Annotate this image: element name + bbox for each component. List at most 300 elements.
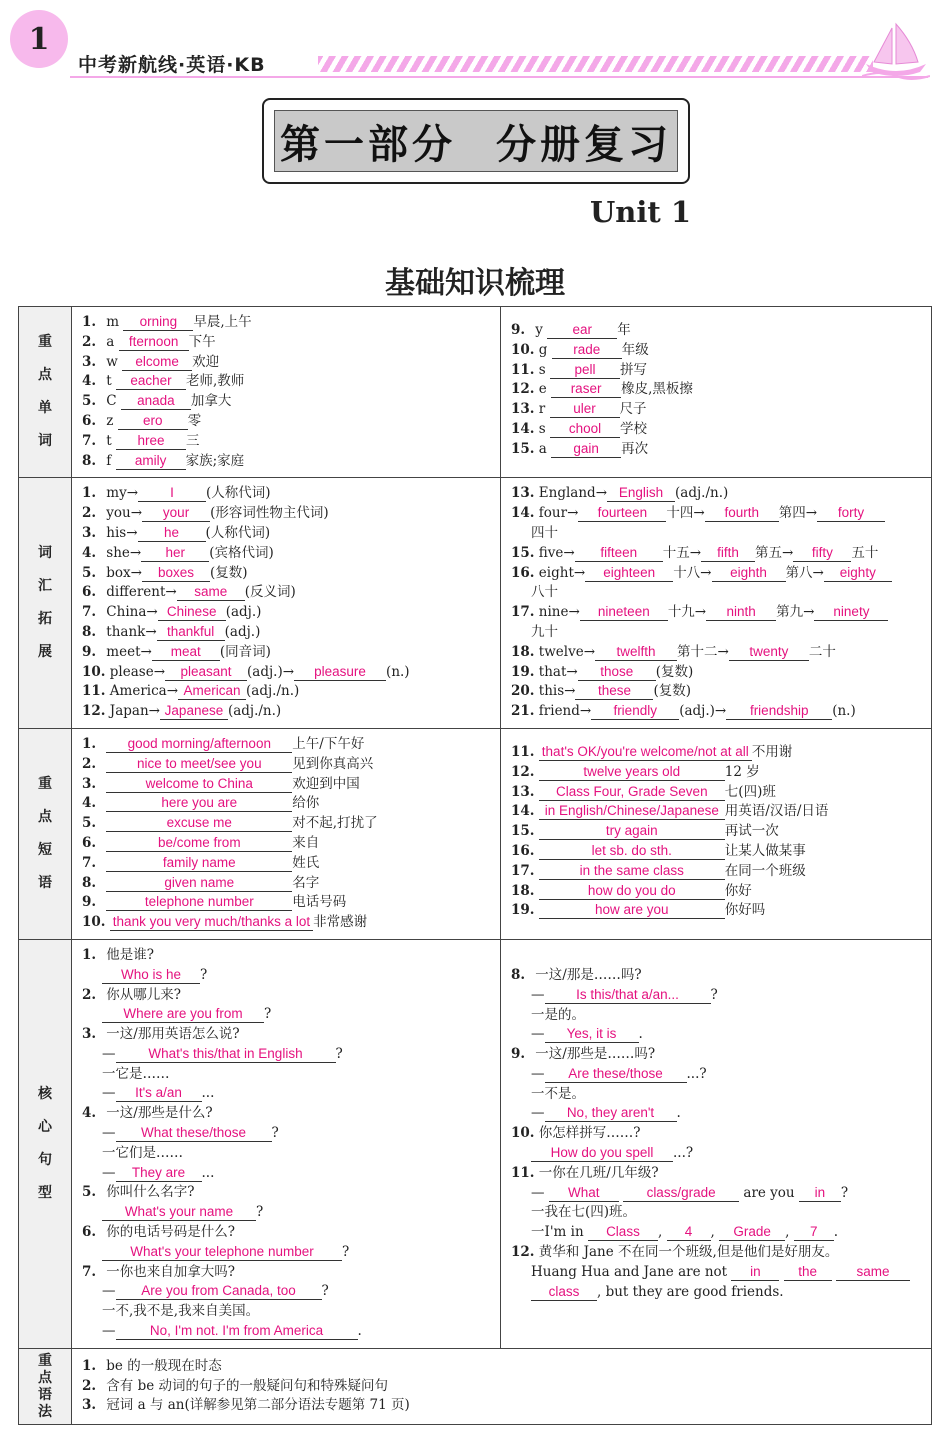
phrase-item: [82, 854, 500, 874]
item-note: (adj.): [225, 604, 262, 621]
text: 十八→: [673, 564, 712, 581]
text: , but they are good friends.: [597, 1283, 784, 1300]
sentences-right: 8. 一这/那是……吗? — Is this/that a/an... ? 一是的。 — Yes, it is . 9. 一这/那些是……吗? — Are these/those ...? 一不是。 — No, they aren't . 10. 你怎样拼写……? How do you spell ...? 11. 一你在几班/几年级? — What class/grade are you in ? 一我在七(四)班。 一I'm in Class , 4 , Grade , 7 . 12. 黄华和 Jane 不在同一个班级,但是他们是好朋友。 Huang Hua and Jane are not in the same class , but they are good friends.: [501, 939, 932, 1348]
answer-blank: Who is he: [102, 967, 200, 984]
item-number: 2.: [82, 333, 97, 350]
text: ?: [200, 966, 208, 983]
text: 十九→: [667, 604, 707, 621]
banner-part: 第一部分: [280, 120, 456, 168]
item-number: 12.: [511, 381, 535, 398]
sentence-item: [82, 946, 500, 966]
text: .: [638, 1026, 643, 1043]
text: ?: [264, 1006, 272, 1023]
text: (adj.)→: [679, 703, 727, 720]
text: .: [357, 1323, 362, 1340]
label-phrases: [19, 728, 72, 939]
vocab-item: 3. his→ he (人称代词): [82, 524, 500, 544]
phrase-item: [82, 834, 500, 854]
item-meaning: 不用谢: [751, 743, 793, 760]
item-number: 17.: [511, 862, 535, 879]
label-grammar-text: 重 点 语 法: [38, 1352, 52, 1420]
answer-blank: fourth: [705, 505, 779, 522]
answer-blank: raser: [551, 381, 621, 398]
grammar-list: [72, 1348, 932, 1424]
answer-blank: pell: [550, 362, 620, 379]
vocab-right: [501, 478, 932, 729]
answer-blank: hree: [116, 433, 186, 450]
item-number: 7.: [82, 604, 97, 621]
vocab-item: [511, 603, 931, 623]
vocab-item: 6. different→ same (反义词): [82, 583, 500, 603]
item-number: 15.: [511, 823, 535, 840]
vocab-item: [511, 484, 931, 504]
page-number-badge: [10, 10, 68, 68]
word-item: 15. a gain 再次: [511, 440, 931, 460]
banner-title: 分册复习: [496, 120, 672, 168]
word-item: 8. f amily 家族;家庭: [82, 452, 500, 472]
text: (n.): [832, 703, 856, 720]
item-number: 10.: [82, 914, 106, 931]
answer-blank: in: [799, 1185, 841, 1202]
phrase-item: [511, 842, 931, 862]
vocab-item: 4. she→ her (宾格代词): [82, 544, 500, 564]
answer-blank: here you are: [106, 795, 292, 812]
item-note: (人称代词): [206, 485, 271, 502]
vocab-item: 8. thank→ thankful (adj.): [82, 623, 500, 643]
answer-blank: What: [549, 1185, 619, 1202]
answer-blank: I: [138, 485, 206, 502]
item-meaning: 上午/下午好: [292, 735, 365, 752]
item-number: 13.: [511, 485, 535, 502]
answer-blank: ear: [547, 322, 617, 339]
item-number: 7.: [82, 1263, 97, 1280]
vocab-item: 12. Japan→ Japanese (adj./n.): [82, 702, 500, 722]
phrase-item: [82, 913, 500, 933]
item-number: 18.: [511, 643, 535, 660]
item-number: 5.: [82, 393, 97, 410]
item-meaning: 让某人做某事: [724, 842, 806, 859]
label-sentences: [19, 939, 72, 1348]
item-number: 12.: [82, 703, 106, 720]
label-phrases-text: 重 点 短 语: [38, 775, 52, 891]
answer-blank: good morning/afternoon: [106, 736, 292, 753]
answer-blank: your: [142, 505, 210, 522]
item-number: 6.: [82, 584, 97, 601]
item-number: 18.: [511, 882, 535, 899]
answer-blank: Are these/those: [545, 1066, 687, 1083]
text: 一它是……: [102, 1065, 170, 1082]
answer-blank: nineteen: [580, 604, 668, 621]
item-number: 3.: [82, 353, 97, 370]
answer-blank: Yes, it is: [545, 1026, 639, 1043]
phrase-item: [511, 882, 931, 902]
item-meaning: 橡皮,黑板擦: [621, 381, 693, 398]
item-number: 19.: [511, 902, 535, 919]
item-meaning: 12 岁: [724, 763, 760, 780]
item-number: 4.: [82, 795, 97, 812]
answer-blank: English: [607, 485, 675, 502]
phrase-item: [511, 763, 931, 783]
label-sentences-text: 核 心 句 型: [38, 1085, 52, 1201]
item-number: 21.: [511, 703, 535, 720]
answer-blank: rade: [552, 342, 622, 359]
answer-blank: gain: [551, 441, 621, 458]
vocab-item: 5. box→ boxes (复数): [82, 564, 500, 584]
sentence-item: [511, 966, 931, 986]
item-number: 3.: [82, 775, 97, 792]
answer-blank: What's your telephone number: [102, 1244, 342, 1261]
vocab-item-cont: 四十: [531, 524, 558, 541]
item-number: 14.: [511, 803, 535, 820]
vocab-item: [511, 643, 931, 663]
item-number: 14.: [511, 420, 535, 437]
item-meaning: 名字: [292, 874, 320, 891]
answer-blank: meat: [152, 644, 220, 661]
item-number: 9.: [511, 322, 526, 338]
page-number: 1: [28, 21, 50, 57]
phrase-item: [511, 743, 931, 763]
text: 一不,我不是,我来自美国。: [102, 1303, 260, 1320]
item-number: 5.: [82, 1184, 97, 1201]
phrase-item: [82, 814, 500, 834]
answer-blank: thank you very much/thanks a lot: [110, 914, 313, 931]
phrase-item: [82, 775, 500, 795]
text: 二十: [808, 643, 836, 660]
vocab-item: 2. you→ your (形容词性物主代词): [82, 504, 500, 524]
text: 第五→: [755, 544, 794, 561]
item-number: 3.: [82, 524, 97, 541]
item-meaning: 欢迎: [192, 353, 220, 370]
item-number: 12.: [511, 1244, 535, 1261]
answer-blank: try again: [539, 823, 725, 840]
phrase-item: [82, 755, 500, 775]
item-number: 6.: [82, 834, 97, 851]
answer-blank: It's a/an: [116, 1085, 202, 1102]
item-meaning: 拼写: [620, 361, 648, 378]
item-number: 16.: [511, 564, 535, 581]
text: 一这/那些是……吗?: [535, 1046, 656, 1063]
answer-blank: welcome to China: [106, 776, 292, 793]
text: 一你也来自加拿大吗?: [106, 1263, 236, 1280]
item-meaning: 早晨,上午: [193, 314, 252, 330]
word-item: 1. m orning 早晨,上午: [82, 313, 500, 333]
item-note: (人称代词): [205, 524, 271, 541]
vocab-item: 11. America→ American (adj./n.): [82, 682, 500, 702]
item-note: (adj.): [224, 623, 261, 640]
text: 一它们是……: [102, 1144, 183, 1161]
item-number: 10.: [511, 341, 535, 358]
answer-blank: fifth: [701, 545, 755, 562]
item-meaning: 用英语/汉语/日语: [724, 803, 829, 820]
word-item: 13. r uler 尺子: [511, 400, 931, 420]
answer-blank: No, they aren't: [545, 1105, 677, 1122]
text: ?: [321, 1283, 329, 1300]
item-note: (反义词): [244, 584, 296, 601]
answer-blank: What's this/that in English: [116, 1046, 336, 1063]
phrase-item: [511, 901, 931, 921]
answer-blank: eighty: [824, 565, 892, 582]
item-meaning: 三: [186, 432, 200, 449]
text: (adj./n.): [675, 485, 729, 502]
vocab-item: 10. please→ pleasant (adj.)→ pleasure (n.): [82, 663, 500, 683]
sailboat-icon: [862, 22, 930, 80]
answer-blank: ero: [118, 413, 188, 430]
item-number: 11.: [82, 683, 106, 700]
sentences-row: [19, 939, 932, 1348]
text: 第八→: [785, 564, 824, 581]
phrase-item: [511, 802, 931, 822]
item-number: 4.: [82, 1105, 97, 1122]
item-number: 6.: [82, 412, 97, 429]
item-meaning: 来自: [292, 834, 320, 851]
text: 十五→: [662, 544, 702, 561]
text: ?: [710, 986, 718, 1003]
item-note: (adj.)→: [247, 663, 295, 680]
sentence-item: [511, 1164, 931, 1184]
item-meaning: 你好: [724, 882, 752, 899]
phrase-item: [82, 874, 500, 894]
text: ?: [271, 1125, 279, 1142]
phrases-row: [19, 728, 932, 939]
item-number: 12.: [511, 763, 535, 780]
item-note: (宾格代词): [209, 544, 274, 561]
text: 五十: [851, 544, 879, 561]
item-meaning: 七(四)班: [724, 783, 776, 800]
answer-blank: Where are you from: [102, 1006, 264, 1023]
sentence-item: [82, 1183, 500, 1203]
vocab-item: 7. China→ Chinese (adj.): [82, 603, 500, 623]
answer-blank: telephone number: [106, 894, 292, 911]
answer-blank: twelve years old: [539, 764, 725, 781]
item-number: 7.: [82, 854, 97, 871]
answer-blank: They are: [116, 1165, 202, 1182]
text: ?: [256, 1204, 264, 1221]
item-number: 1.: [82, 485, 97, 502]
item-number: 4.: [82, 544, 97, 561]
answer-blank: these: [575, 683, 653, 700]
text: 一是的。: [531, 1006, 585, 1023]
phrases-right: [501, 728, 932, 939]
answer-blank: class/grade: [623, 1185, 739, 1202]
item-number: 10.: [82, 663, 106, 680]
answer-blank: 4: [667, 1224, 711, 1241]
item-number: 16.: [511, 842, 535, 859]
item-meaning: 年: [617, 322, 631, 338]
text: 第十二→: [677, 643, 729, 660]
vocab-item: 1. my→ I (人称代词): [82, 484, 500, 504]
text: ...?: [673, 1145, 694, 1162]
answer-blank: twenty: [729, 644, 809, 661]
text: .: [833, 1224, 839, 1241]
item-meaning: 零: [187, 412, 202, 429]
text: (复数): [653, 683, 692, 700]
item-note: (n.): [386, 663, 410, 680]
answer-blank: her: [141, 545, 209, 562]
answer-blank: American: [178, 683, 246, 700]
answer-blank: how do you do: [539, 883, 725, 900]
item-number: 13.: [511, 783, 535, 800]
item-note: (adj./n.): [227, 703, 282, 720]
answer-blank: uler: [550, 401, 620, 418]
answer-blank: fourteen: [578, 505, 666, 522]
item-meaning: 年级: [621, 341, 649, 358]
item-number: 15.: [511, 544, 535, 561]
item-meaning: 非常感谢: [313, 914, 368, 931]
word-item: 4. t eacher 老师,教师: [82, 372, 500, 392]
item-number: 11.: [511, 743, 535, 760]
text: this→: [538, 683, 576, 700]
answer-blank: how are you: [539, 902, 725, 919]
answer-blank: What these/those: [116, 1125, 272, 1142]
item-meaning: 欢迎到中国: [292, 775, 360, 792]
answer-blank: same: [177, 584, 245, 601]
sentences-left: 1. 他是谁? Who is he ? 2. 你从哪儿来? Where are you from ? 3. 一这/那用英语怎么说? — What's this/that in English ? 一它是…… — It's a/an ... 4. 一这/那些是什么? — What these/those ? 一它们是…… — They are ... 5. 你叫什么名字? What's your name ? 6. 你的电话号码是什么? What's your telephone number ? 7. 一你也来自加拿大吗? — Are you from Canada, too ? 一不,我不是,我来自美国。 — No, I'm not. I'm from America .: [72, 939, 501, 1348]
text: nine→: [538, 604, 580, 621]
item-meaning: 老师,教师: [186, 373, 245, 390]
label-vocab-text: 词 汇 拓 展: [38, 545, 52, 661]
item-number: 10.: [511, 1125, 535, 1142]
phrase-item: [82, 735, 500, 755]
vocab-item: [511, 564, 931, 584]
item-number: 8.: [82, 874, 97, 891]
answer-blank: twelfth: [595, 644, 677, 661]
answer-blank: pleasure: [294, 664, 386, 681]
text: eight→: [538, 564, 586, 581]
item-number: 17.: [511, 604, 535, 621]
phrase-item: [511, 822, 931, 842]
item-number: 3.: [82, 1397, 97, 1414]
item-number: 13.: [511, 401, 535, 418]
label-words: [19, 307, 72, 478]
answer-blank: those: [578, 664, 656, 681]
answer-blank: Japanese: [160, 703, 228, 720]
label-grammar: [19, 1348, 72, 1424]
item-number: 11.: [511, 361, 535, 378]
item-number: 9.: [511, 1046, 526, 1063]
answer-blank: What's your name: [102, 1204, 256, 1221]
answer-blank: let sb. do sth.: [539, 843, 725, 860]
item-number: 15.: [511, 440, 535, 457]
answer-blank: eighth: [712, 565, 786, 582]
word-item: 11. s pell 拼写: [511, 361, 931, 381]
banner-inner: [274, 110, 678, 172]
answer-blank: in: [731, 1264, 779, 1281]
answer-blank: nice to meet/see you: [106, 756, 292, 773]
answer-blank: ninth: [706, 604, 776, 621]
text: 一我在七(四)班。: [531, 1204, 637, 1221]
item-meaning: 学校: [620, 420, 648, 437]
text: Huang Hua and Jane are not: [531, 1263, 728, 1280]
vocab-item: [511, 504, 931, 524]
answer-blank: class: [531, 1284, 597, 1301]
item-meaning: 家族;家庭: [185, 452, 245, 469]
item-number: 1.: [82, 1357, 97, 1374]
label-words-text: 重 点 单 词: [38, 334, 52, 450]
vocab-item-cont: 九十: [531, 623, 558, 640]
word-item: 7. t hree 三: [82, 432, 500, 452]
text: ...: [201, 1164, 215, 1181]
sentence-item: [511, 1045, 931, 1065]
text: five→: [538, 544, 575, 561]
item-meaning: 电话号码: [292, 894, 347, 911]
answer-blank: friendly: [591, 703, 679, 720]
sentence-item: [511, 1124, 931, 1144]
sentence-item: [82, 1223, 500, 1243]
answer-blank: Are you from Canada, too: [116, 1283, 322, 1300]
answer-blank: family name: [106, 855, 292, 872]
words-left: [72, 307, 501, 478]
text: ?: [335, 1045, 343, 1062]
text: are you: [743, 1184, 795, 1201]
text: ?: [342, 1243, 350, 1260]
item-number: 6.: [82, 1224, 97, 1241]
item-note: (形容词性物主代词): [210, 505, 329, 522]
vocab-item-cont: 八十: [531, 584, 558, 601]
word-item: 2. a fternoon 下午: [82, 333, 500, 353]
text: four→: [538, 505, 579, 522]
sentence-item: [82, 1025, 500, 1045]
text: 一这/那些是什么?: [106, 1105, 213, 1122]
item-number: 5.: [82, 815, 97, 832]
phrase-item: [511, 783, 931, 803]
item-number: 14.: [511, 505, 535, 522]
phrase-item: [511, 862, 931, 882]
words-row: [19, 307, 932, 478]
answer-blank: fifty: [793, 545, 851, 562]
item-number: 1.: [82, 946, 97, 963]
text: 一I'm in: [531, 1224, 584, 1241]
text: 黄华和 Jane 不在同一个班级,但是他们是好朋友。: [538, 1244, 839, 1261]
item-meaning: 对不起,打扰了: [292, 815, 378, 832]
sentence-item: [82, 986, 500, 1006]
item-number: 2.: [82, 986, 97, 1003]
word-item: 10. g rade 年级: [511, 341, 931, 361]
answer-blank: fternoon: [119, 334, 189, 351]
item-number: 2.: [82, 1377, 97, 1394]
answer-blank: Grade: [719, 1224, 785, 1241]
text: 一这/那是……吗?: [535, 966, 642, 983]
answer-blank: boxes: [142, 565, 210, 582]
text: friend→: [538, 703, 592, 720]
text: twelve→: [538, 643, 596, 660]
series-title: 中考新航线·英语·KB: [78, 54, 266, 76]
answer-blank: elcome: [122, 354, 192, 371]
answer-blank: excuse me: [106, 815, 292, 832]
item-number: 19.: [511, 663, 535, 680]
text: ...: [201, 1085, 215, 1102]
grammar-item: 2. 含有 be 动词的句子的一般疑问句和特殊疑问句: [82, 1377, 931, 1397]
item-number: 8.: [511, 966, 526, 983]
answer-blank: Chinese: [158, 604, 226, 621]
text: 你的电话号码是什么?: [106, 1224, 236, 1241]
item-number: 2.: [82, 755, 97, 772]
answer-blank: eacher: [116, 373, 186, 390]
item-number: 11.: [511, 1164, 535, 1181]
text: 你从哪儿来?: [106, 986, 182, 1003]
words-right: [501, 307, 932, 478]
grammar-row: [19, 1348, 932, 1424]
item-number: 3.: [82, 1026, 97, 1043]
phrases-left: [72, 728, 501, 939]
phrase-item: [82, 893, 500, 913]
item-number: 8.: [82, 452, 97, 469]
text: .: [676, 1105, 681, 1122]
item-number: 2.: [82, 505, 97, 522]
word-item: 6. z ero 零: [82, 412, 500, 432]
text: 第四→: [778, 505, 818, 522]
item-meaning: 再试一次: [724, 823, 779, 840]
answer-blank: Class Four, Grade Seven: [539, 784, 725, 801]
